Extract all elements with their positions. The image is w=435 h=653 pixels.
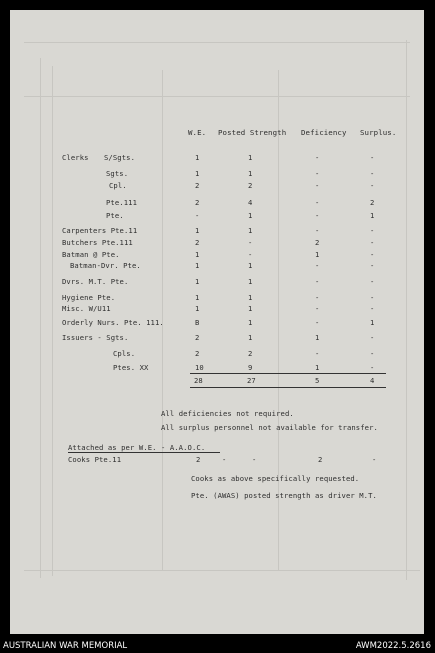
row-label: Pte.111 — [106, 198, 137, 207]
cell-surplus: - — [370, 363, 375, 372]
cell-we: 1 — [195, 250, 200, 259]
cell-surplus: - — [370, 304, 375, 313]
cell-posted: 4 — [248, 198, 253, 207]
cell-posted: 1 — [248, 277, 253, 286]
total-posted: 27 — [247, 376, 256, 385]
cell-surplus: 1 — [370, 211, 375, 220]
cell-posted: 1 — [248, 293, 253, 302]
cell-surplus: - — [370, 349, 375, 358]
cell-deficiency: - — [315, 261, 320, 270]
row-label: Cpl. — [109, 181, 127, 190]
cell-deficiency: 1 — [315, 250, 320, 259]
cell-surplus: - — [370, 333, 375, 342]
cell-we: 1 — [195, 226, 200, 235]
col-header-posted: Posted Strength — [218, 128, 287, 137]
cell-posted: 2 — [248, 349, 253, 358]
footer-bar — [0, 638, 435, 653]
form-rule — [24, 96, 410, 97]
cell-we: 1 — [195, 277, 200, 286]
cell-posted: 1 — [248, 226, 253, 235]
remark-awas: Pte. (AWAS) posted strength as driver M.T. — [191, 491, 377, 500]
row-label: Dvrs. M.T. Pte. — [62, 277, 129, 286]
cell-surplus: 1 — [370, 318, 375, 327]
cell-we: 2 — [195, 349, 200, 358]
cell-we: 1 — [195, 153, 200, 162]
cell-posted: 1 — [248, 169, 253, 178]
footer-accession-number: AWM2022.5.2616 — [355, 641, 431, 651]
cell-we: 2 — [195, 198, 200, 207]
cell-deficiency: - — [315, 198, 320, 207]
cell-deficiency: - — [315, 293, 320, 302]
cell-deficiency: - — [315, 277, 320, 286]
total-surplus: 4 — [370, 376, 375, 385]
cell-we: 2 — [195, 333, 200, 342]
cell-deficiency: - — [315, 153, 320, 162]
attached-dash: - — [252, 455, 257, 464]
cell-we: 2 — [195, 181, 200, 190]
note-deficiencies: All deficiencies not required. — [161, 409, 294, 418]
cell-posted: 1 — [248, 211, 253, 220]
cell-surplus: - — [370, 226, 375, 235]
totals-rule — [190, 373, 386, 374]
cell-we: 2 — [195, 238, 200, 247]
remark-cooks: Cooks as above specifically requested. — [191, 474, 360, 483]
cell-surplus: - — [370, 169, 375, 178]
cell-we: B — [195, 318, 200, 327]
cell-posted: 9 — [248, 363, 253, 372]
cell-surplus: - — [370, 277, 375, 286]
total-we: 28 — [194, 376, 203, 385]
cell-posted: - — [248, 238, 253, 247]
cell-we: 1 — [195, 261, 200, 270]
form-rule — [52, 66, 53, 576]
cell-deficiency: 1 — [315, 363, 320, 372]
cell-posted: 2 — [248, 181, 253, 190]
cell-deficiency: 2 — [315, 238, 320, 247]
cell-deficiency: - — [315, 304, 320, 313]
cell-deficiency: - — [315, 181, 320, 190]
cell-posted: 1 — [248, 318, 253, 327]
cell-deficiency: - — [315, 169, 320, 178]
cell-surplus: - — [370, 153, 375, 162]
row-label: Ptes. XX — [113, 363, 149, 372]
row-label: Batman @ Pte. — [62, 250, 120, 259]
row-label: Hygiene Pte. — [62, 293, 116, 302]
cell-posted: 1 — [248, 261, 253, 270]
row-label: Sgts. — [106, 169, 129, 178]
attached-surplus: - — [372, 455, 377, 464]
cell-deficiency: - — [315, 226, 320, 235]
footer-institution: AUSTRALIAN WAR MEMORIAL — [3, 641, 128, 651]
attached-heading: Attached as per W.E. - A.A.O.C. — [68, 443, 206, 452]
cell-surplus: - — [370, 250, 375, 259]
cell-deficiency: 1 — [315, 333, 320, 342]
col-header-surplus: Surplus. — [360, 128, 397, 137]
row-label: Carpenters Pte.11 — [62, 226, 138, 235]
col-header-deficiency: Deficiency — [301, 128, 347, 137]
attached-heading-underline — [68, 452, 220, 453]
cell-posted: - — [248, 250, 253, 259]
cell-surplus: - — [370, 293, 375, 302]
col-header-we: W.E. — [188, 128, 207, 137]
row-label: S/Sgts. — [104, 153, 135, 162]
cell-we: 1 — [195, 293, 200, 302]
cell-we: 1 — [195, 169, 200, 178]
form-rule — [40, 58, 41, 578]
document-page — [10, 10, 424, 634]
cell-posted: 1 — [248, 153, 253, 162]
row-label: Butchers Pte.111 — [62, 238, 133, 247]
cell-we: 10 — [195, 363, 204, 372]
row-label: Misc. W/U11 — [62, 304, 111, 313]
form-rule — [406, 40, 407, 580]
cell-we: 1 — [195, 304, 200, 313]
cell-surplus: 2 — [370, 198, 375, 207]
attached-label: Cooks Pte.11 — [68, 455, 122, 464]
row-label: Batman-Dvr. Pte. — [70, 261, 141, 270]
row-label: Cpls. — [113, 349, 136, 358]
cell-deficiency: - — [315, 318, 320, 327]
cell-posted: 1 — [248, 304, 253, 313]
row-group-label: Clerks — [62, 153, 89, 162]
form-rule — [24, 42, 410, 43]
cell-we: - — [195, 211, 200, 220]
row-label: Pte. — [106, 211, 124, 220]
cell-surplus: - — [370, 181, 375, 190]
note-surplus: All surplus personnel not available for transfer. — [161, 423, 378, 432]
attached-deficiency: 2 — [318, 455, 323, 464]
attached-posted: - — [222, 455, 227, 464]
attached-we: 2 — [196, 455, 201, 464]
form-rule — [24, 570, 420, 571]
total-deficiency: 5 — [315, 376, 320, 385]
row-label: Orderly Nurs. Pte. 111. — [62, 318, 164, 327]
cell-deficiency: - — [315, 211, 320, 220]
totals-double-rule — [190, 387, 386, 388]
cell-surplus: - — [370, 238, 375, 247]
cell-deficiency: - — [315, 349, 320, 358]
cell-posted: 1 — [248, 333, 253, 342]
row-label: Issuers - Sgts. — [62, 333, 129, 342]
cell-surplus: - — [370, 261, 375, 270]
